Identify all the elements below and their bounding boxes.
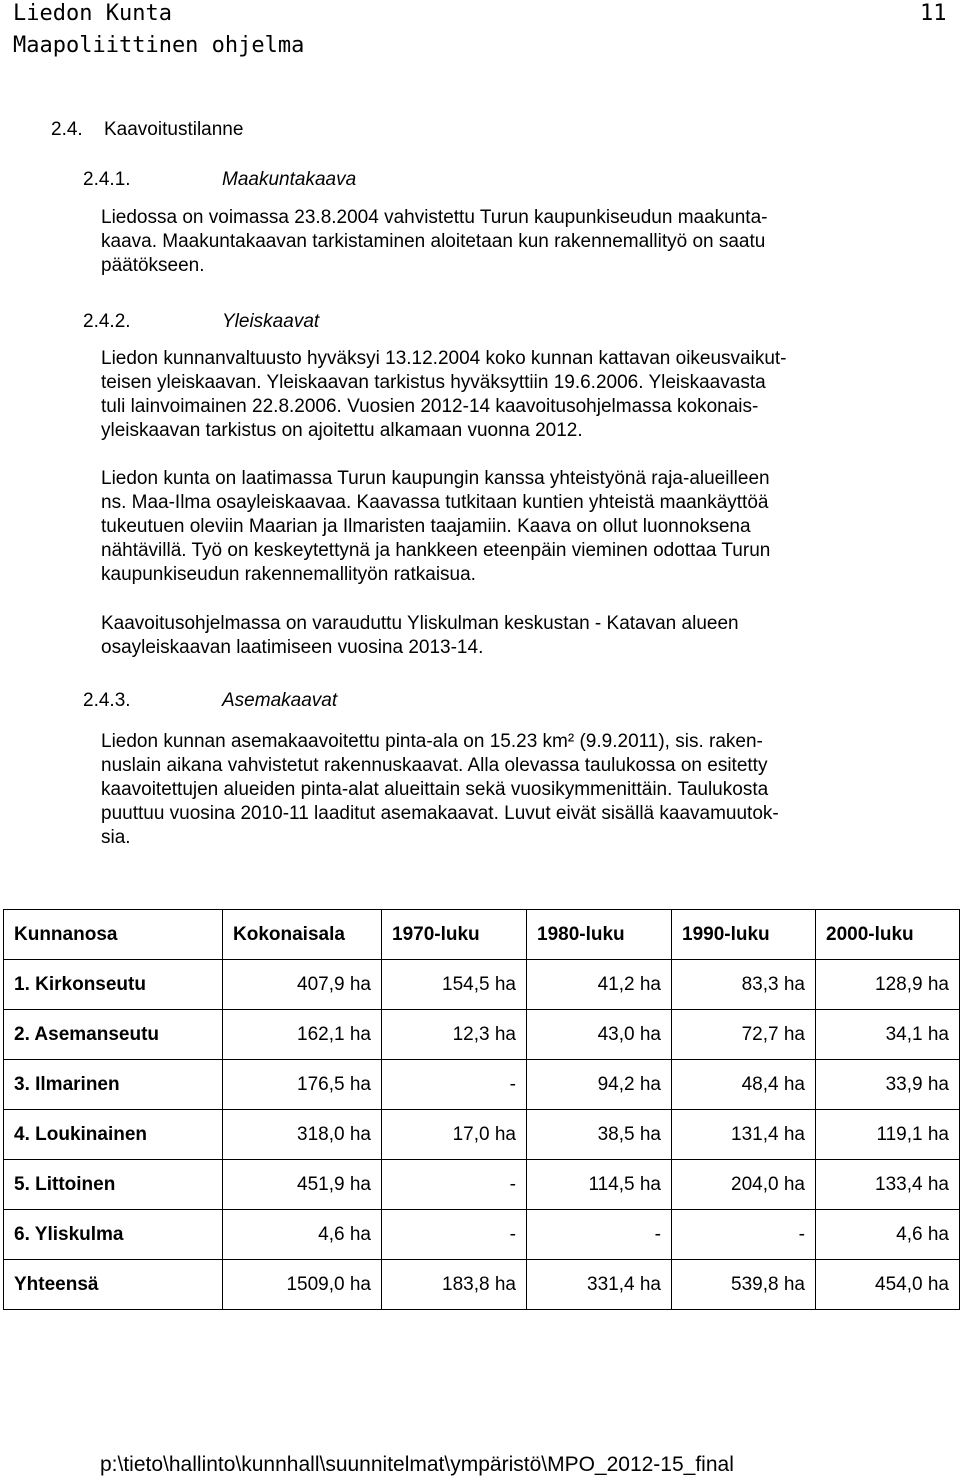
table-cell: 34,1 ha (816, 1010, 960, 1060)
text-line: Liedon kunnan asemakaavoitettu pinta-ala on 15.23 km² (9.9.2011), sis. raken- (101, 731, 763, 752)
subsection-number: 2.4.3. (83, 690, 131, 711)
column-header: 1970-luku (382, 910, 527, 960)
table-cell: 94,2 ha (527, 1060, 672, 1110)
area-table (3, 909, 960, 1310)
footer-file-path: p:\tieto\hallinto\kunnhall\suunnitelmat\ympäristö\MPO_2012-15_final (100, 1453, 734, 1476)
paragraph (101, 730, 951, 850)
column-header: 2000-luku (816, 910, 960, 960)
table-cell: 162,1 ha (223, 1010, 382, 1060)
subsection-title: Yleiskaavat (222, 311, 320, 332)
text-line: ns. Maa-Ilma osayleiskaavaa. Kaavassa tutkitaan kuntien yhteistä maankäyttöä (101, 492, 769, 513)
text-line: nähtävillä. Työ on keskeytettynä ja hankkeen eteenpäin vieminen odottaa Turun (101, 540, 771, 561)
table-cell: 183,8 ha (382, 1260, 527, 1310)
text-line: kaavoitettujen alueiden pinta-alat alueittain sekä vuosikymmenittäin. Taulukosta (101, 779, 769, 800)
table-cell: 454,0 ha (816, 1260, 960, 1310)
section-title: Kaavoitustilanne (104, 119, 244, 140)
table-cell: 1509,0 ha (223, 1260, 382, 1310)
table-row (4, 1010, 960, 1060)
table-cell: 128,9 ha (816, 960, 960, 1010)
column-header: Kunnanosa (4, 910, 223, 960)
text-line: Liedossa on voimassa 23.8.2004 vahvistettu Turun kaupunkiseudun maakunta- (101, 207, 768, 228)
page-number: 11 (920, 1, 947, 26)
table-cell: 154,5 ha (382, 960, 527, 1010)
text-line: sia. (101, 827, 131, 848)
text-line: osayleiskaavan laatimiseen vuosina 2013-14. (101, 637, 484, 658)
table-cell: - (527, 1210, 672, 1260)
table-cell: 6. Yliskulma (4, 1210, 223, 1260)
table-cell: 114,5 ha (527, 1160, 672, 1210)
text-line: kaava. Maakuntakaavan tarkistaminen aloitetaan kun rakennemallityö on saatu (101, 231, 766, 252)
table-cell: 133,4 ha (816, 1160, 960, 1210)
table-cell: 12,3 ha (382, 1010, 527, 1060)
table-row (4, 960, 960, 1010)
paragraph (101, 206, 951, 278)
table-cell: Yhteensä (4, 1260, 223, 1310)
table-cell: 451,9 ha (223, 1160, 382, 1210)
subsection-title: Asemakaavat (222, 690, 338, 711)
table-cell: 2. Asemanseutu (4, 1010, 223, 1060)
subsection-number: 2.4.2. (83, 311, 131, 332)
text-line: yleiskaavan tarkistus on ajoitettu alkamaan vuonna 2012. (101, 420, 583, 441)
table-row (4, 1160, 960, 1210)
table-cell: - (382, 1210, 527, 1260)
table-cell: 3. Ilmarinen (4, 1060, 223, 1110)
text-line: päätökseen. (101, 255, 205, 276)
table-cell: 41,2 ha (527, 960, 672, 1010)
table-cell: 119,1 ha (816, 1110, 960, 1160)
column-header: 1990-luku (672, 910, 816, 960)
column-header: 1980-luku (527, 910, 672, 960)
text-line: tuli lainvoimainen 22.8.2006. Vuosien 2012-14 kaavoitusohjelmassa kokonais- (101, 396, 759, 417)
header-title: Liedon Kunta (13, 1, 172, 26)
table-cell: 4,6 ha (816, 1210, 960, 1260)
paragraph (101, 612, 951, 660)
table-row (4, 1060, 960, 1110)
text-line: Liedon kunnanvaltuusto hyväksyi 13.12.2004 koko kunnan kattavan oikeusvaikut- (101, 348, 787, 369)
text-line: puuttuu vuosina 2010-11 laaditut asemakaavat. Luvut eivät sisällä kaavamuutok- (101, 803, 779, 824)
subsection-title: Maakuntakaava (222, 169, 357, 190)
text-line: teisen yleiskaavan. Yleiskaavan tarkistus hyväksyttiin 19.6.2006. Yleiskaavasta (101, 372, 766, 393)
table-row (4, 1210, 960, 1260)
paragraph (101, 467, 951, 587)
table-cell: 33,9 ha (816, 1060, 960, 1110)
column-header: Kokonaisala (223, 910, 382, 960)
table-cell: - (672, 1210, 816, 1260)
table-cell: 83,3 ha (672, 960, 816, 1010)
table-cell: 131,4 ha (672, 1110, 816, 1160)
text-line: Kaavoitusohjelmassa on varauduttu Yliskulman keskustan - Katavan alueen (101, 613, 739, 634)
table-cell: 4,6 ha (223, 1210, 382, 1260)
header-subtitle: Maapoliittinen ohjelma (13, 33, 305, 58)
subsection-number: 2.4.1. (83, 169, 131, 190)
paragraph (101, 347, 951, 443)
table-cell: 331,4 ha (527, 1260, 672, 1310)
text-line: kaupunkiseudun rakennemallityön ratkaisua. (101, 564, 476, 585)
table-total-row (4, 1260, 960, 1310)
table-cell: 318,0 ha (223, 1110, 382, 1160)
table-cell: 48,4 ha (672, 1060, 816, 1110)
table-cell: 1. Kirkonseutu (4, 960, 223, 1010)
section-number: 2.4. (51, 119, 83, 140)
table-cell: 176,5 ha (223, 1060, 382, 1110)
table-cell: 539,8 ha (672, 1260, 816, 1310)
table-cell: 72,7 ha (672, 1010, 816, 1060)
table-cell: 5. Littoinen (4, 1160, 223, 1210)
text-line: tukeutuen oleviin Maarian ja Ilmaristen taajamiin. Kaava on ollut luonnoksena (101, 516, 751, 537)
table-cell: 43,0 ha (527, 1010, 672, 1060)
text-line: nuslain aikana vahvistetut rakennuskaavat. Alla olevassa taulukossa on esitetty (101, 755, 768, 776)
table-cell: 17,0 ha (382, 1110, 527, 1160)
table-cell: - (382, 1160, 527, 1210)
table-cell: 407,9 ha (223, 960, 382, 1010)
table-header-row (4, 910, 960, 960)
table-cell: - (382, 1060, 527, 1110)
text-line: Liedon kunta on laatimassa Turun kaupungin kanssa yhteistyönä raja-alueilleen (101, 468, 770, 489)
table-cell: 38,5 ha (527, 1110, 672, 1160)
table-row (4, 1110, 960, 1160)
table-cell: 4. Loukinainen (4, 1110, 223, 1160)
table-cell: 204,0 ha (672, 1160, 816, 1210)
